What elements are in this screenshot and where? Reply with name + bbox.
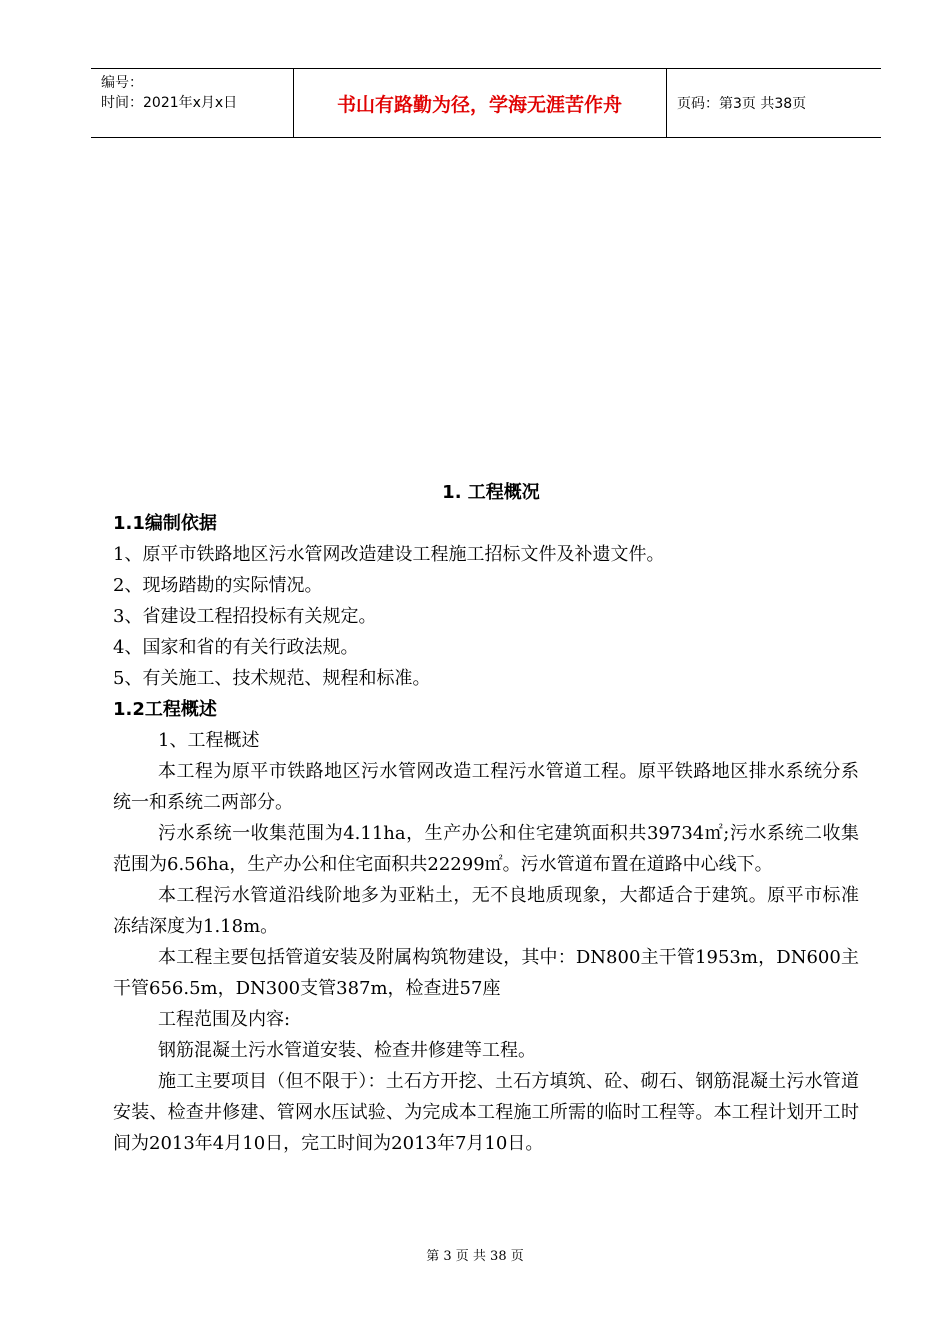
list-item: 3、省建设工程招投标有关规定。 xyxy=(113,606,377,627)
sub-heading: 1、工程概述 xyxy=(158,730,260,751)
paragraph: 本工程污水管道沿线阶地多为亚粘土，无不良地质现象，大都适合于建筑。原平市标准冻结深度为1.18m。 xyxy=(113,885,859,937)
paragraph: 钢筋混凝土污水管道安装、检查井修建等工程。 xyxy=(158,1040,536,1061)
list-item: 2、现场踏勘的实际情况。 xyxy=(113,575,323,596)
subsection-heading-1-2: 1.2工程概述 xyxy=(113,699,217,720)
code-label: 编号： xyxy=(101,75,143,91)
paragraph: 本工程主要包括管道安装及附属构筑物建设，其中：DN800主干管1953m，DN600主干管656.5m，DN300支管387m，检查进57座 xyxy=(113,947,859,999)
page-footer: 第 3 页 共 38 页 xyxy=(426,1249,524,1264)
list-item: 4、国家和省的有关行政法规。 xyxy=(113,637,359,658)
header-page-number: 页码：第3页 共38页 xyxy=(677,96,807,112)
list-item: 1、原平市铁路地区污水管网改造建设工程施工招标文件及补遗文件。 xyxy=(113,544,665,565)
paragraph: 工程范围及内容: xyxy=(158,1009,291,1030)
header-motto: 书山有路勤为径，学海无涯苦作舟 xyxy=(336,93,622,116)
section-title: 1. 工程概况 xyxy=(442,482,540,503)
subsection-heading-1-1: 1.1编制依据 xyxy=(113,513,217,534)
header-meta xyxy=(91,69,293,137)
time-label: 时间：2021年x月x日 xyxy=(101,95,238,111)
paragraph: 污水系统一收集范围为4.11ha，生产办公和住宅建筑面积共39734㎡;污水系统二收集范围为6.56ha，生产办公和住宅面积共22299㎡。污水管道布置在道路中心线下。 xyxy=(113,823,859,875)
document-body xyxy=(113,478,859,1159)
page-header xyxy=(91,68,881,138)
list-item: 5、有关施工、技术规范、规程和标准。 xyxy=(113,668,431,689)
paragraph: 本工程为原平市铁路地区污水管网改造工程污水管道工程。原平铁路地区排水系统分系统一和系统二两部分。 xyxy=(113,761,859,813)
paragraph: 施工主要项目（但不限于）：土石方开挖、土石方填筑、砼、砌石、钢筋混凝土污水管道安装、检查井修建、管网水压试验、为完成本工程施工所需的临时工程等。本工程计划开工时间为2013年4月10日，完工时间为2013年7月10日。 xyxy=(113,1071,859,1154)
